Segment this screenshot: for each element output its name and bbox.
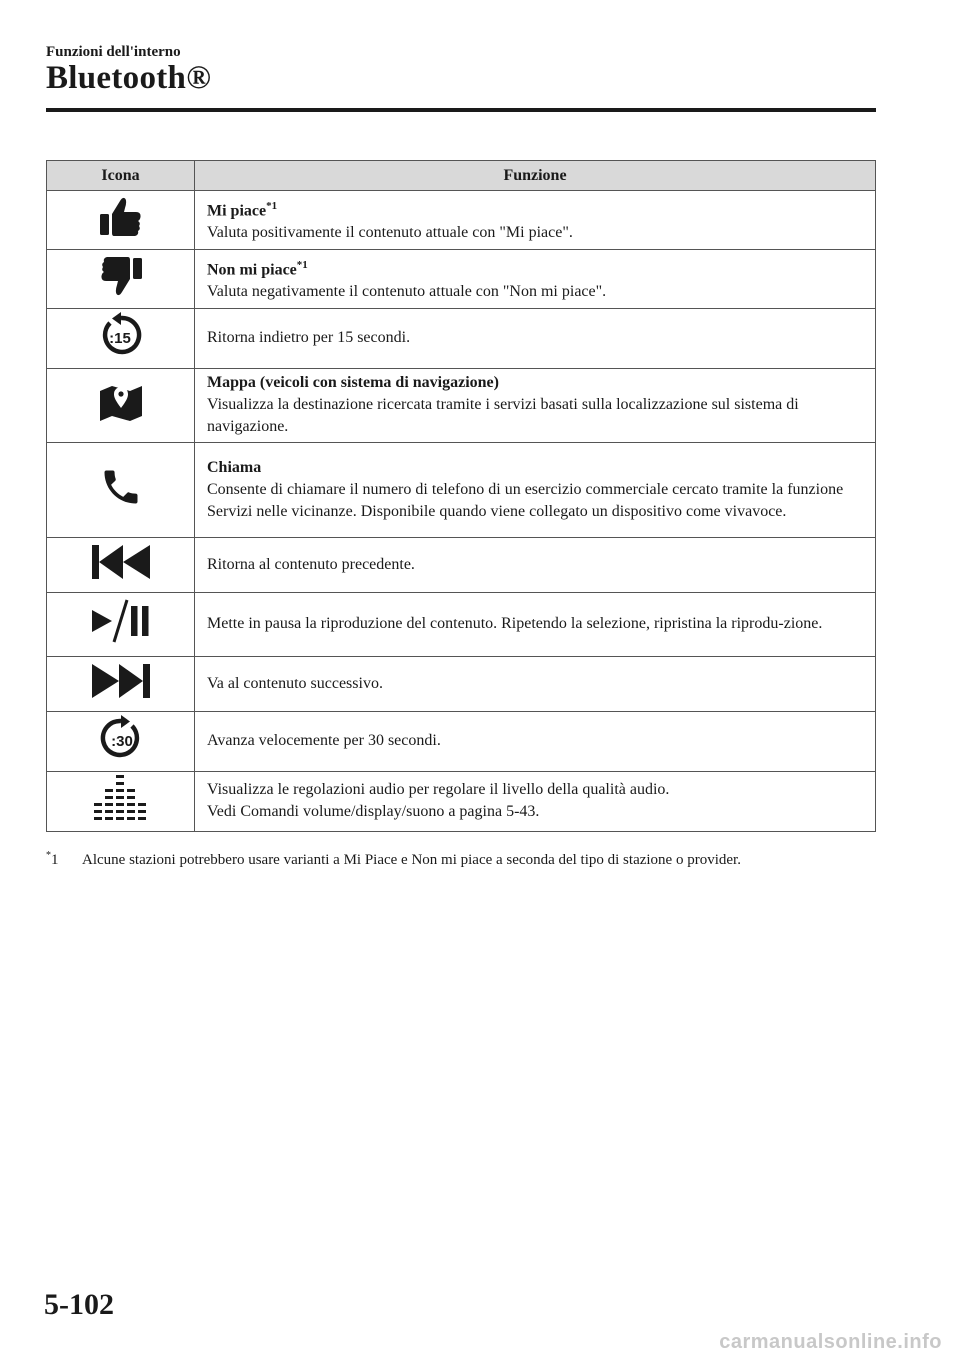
function-text: Ritorna al contenuto precedente. <box>207 555 415 573</box>
replay-15-icon <box>97 311 145 366</box>
table-row <box>47 657 876 712</box>
play-pause-icon <box>90 598 152 651</box>
function-text: Mette in pausa la riproduzione del contenuto. Ripetendo la selezione, ripristina la riprodu-zione. <box>207 615 823 632</box>
function-text: Valuta positivamente il contenuto attuale con "Mi piace". <box>207 224 573 242</box>
footnote-mark <box>46 846 82 870</box>
function-name <box>207 195 867 222</box>
function-name: Chiama <box>207 458 262 476</box>
function-description <box>195 369 876 443</box>
forward-30-icon <box>97 714 145 769</box>
function-text: Consente di chiamare il numero di telefono di un esercizio commerciale cercato tramite la funzione Servizi nelle vicinanze. Disponibile quando viene collegato un dispositivo come vivavoce. <box>207 480 844 520</box>
function-description <box>195 657 876 712</box>
page-number: 5-102 <box>44 1288 114 1321</box>
function-text: Visualizza la destinazione ricercata tramite i servizi basati sulla localizzazione sul sistema di navigazione. <box>207 396 799 435</box>
footnote-ref: *1 <box>296 258 308 271</box>
function-description <box>195 712 876 772</box>
equalizer-icon <box>94 774 148 829</box>
icon-cell <box>47 191 195 250</box>
function-text: Avanza velocemente per 30 secondi. <box>207 732 441 749</box>
section-label: Funzioni dell'interno <box>46 44 181 60</box>
function-text-secondary: Vedi Comandi volume/display/suono a pagina 5-43. <box>207 803 540 820</box>
function-text: Valuta negativamente il contenuto attuale con "Non mi piace". <box>207 283 607 301</box>
skip-next-icon <box>90 661 152 708</box>
map-pin-icon <box>97 382 145 429</box>
thumbs-up-icon <box>98 195 144 246</box>
function-text: Visualizza le regolazioni audio per regolare il livello della qualità audio. <box>207 781 670 798</box>
table-row <box>47 191 876 250</box>
function-text: Ritorna indietro per 15 secondi. <box>207 329 411 346</box>
forward-30-label: :30 <box>110 733 133 750</box>
table-row <box>47 772 876 832</box>
icon-cell <box>47 250 195 309</box>
skip-previous-icon <box>90 542 152 589</box>
table-row <box>47 309 876 369</box>
function-name <box>207 254 867 281</box>
table-row <box>47 538 876 593</box>
icon-cell <box>47 772 195 832</box>
icon-function-table <box>46 160 876 832</box>
function-description <box>195 772 876 832</box>
icon-cell <box>47 443 195 538</box>
footnote-ref: *1 <box>266 199 278 212</box>
icon-cell <box>47 538 195 593</box>
function-description <box>195 309 876 369</box>
function-description <box>195 443 876 538</box>
icon-cell <box>47 309 195 369</box>
footnote-number: 1 <box>51 852 59 868</box>
title-rule <box>46 108 876 112</box>
function-text: Va al contenuto successivo. <box>207 674 383 692</box>
icon-cell <box>47 712 195 772</box>
table-row <box>47 369 876 443</box>
table-header-row <box>47 161 876 191</box>
function-description <box>195 250 876 309</box>
function-name: Mappa (veicoli con sistema di navigazione) <box>207 374 499 391</box>
icon-cell <box>47 657 195 712</box>
function-description <box>195 191 876 250</box>
thumbs-down-icon <box>98 254 144 305</box>
table-row <box>47 443 876 538</box>
phone-icon <box>99 465 143 516</box>
table-row <box>47 712 876 772</box>
function-name-text: Non mi piace <box>207 261 297 279</box>
table-row <box>47 250 876 309</box>
function-name-text: Mi piace <box>207 202 267 220</box>
footnote-asterisk: * <box>46 850 51 861</box>
icon-cell <box>47 369 195 443</box>
column-header-icon: Icona <box>47 161 195 191</box>
column-header-function: Funzione <box>195 161 876 191</box>
footnote-text: Alcune stazioni potrebbero usare varianti a Mi Piace e Non mi piace a seconda del tipo di stazione o provider. <box>82 852 741 868</box>
replay-15-label: :15 <box>108 330 131 347</box>
function-description <box>195 538 876 593</box>
function-description <box>195 593 876 657</box>
page-title: Bluetooth® <box>46 60 212 96</box>
icon-cell <box>47 593 195 657</box>
footnote <box>46 846 896 870</box>
watermark: carmanualsonline.info <box>719 1331 942 1353</box>
table-row <box>47 593 876 657</box>
